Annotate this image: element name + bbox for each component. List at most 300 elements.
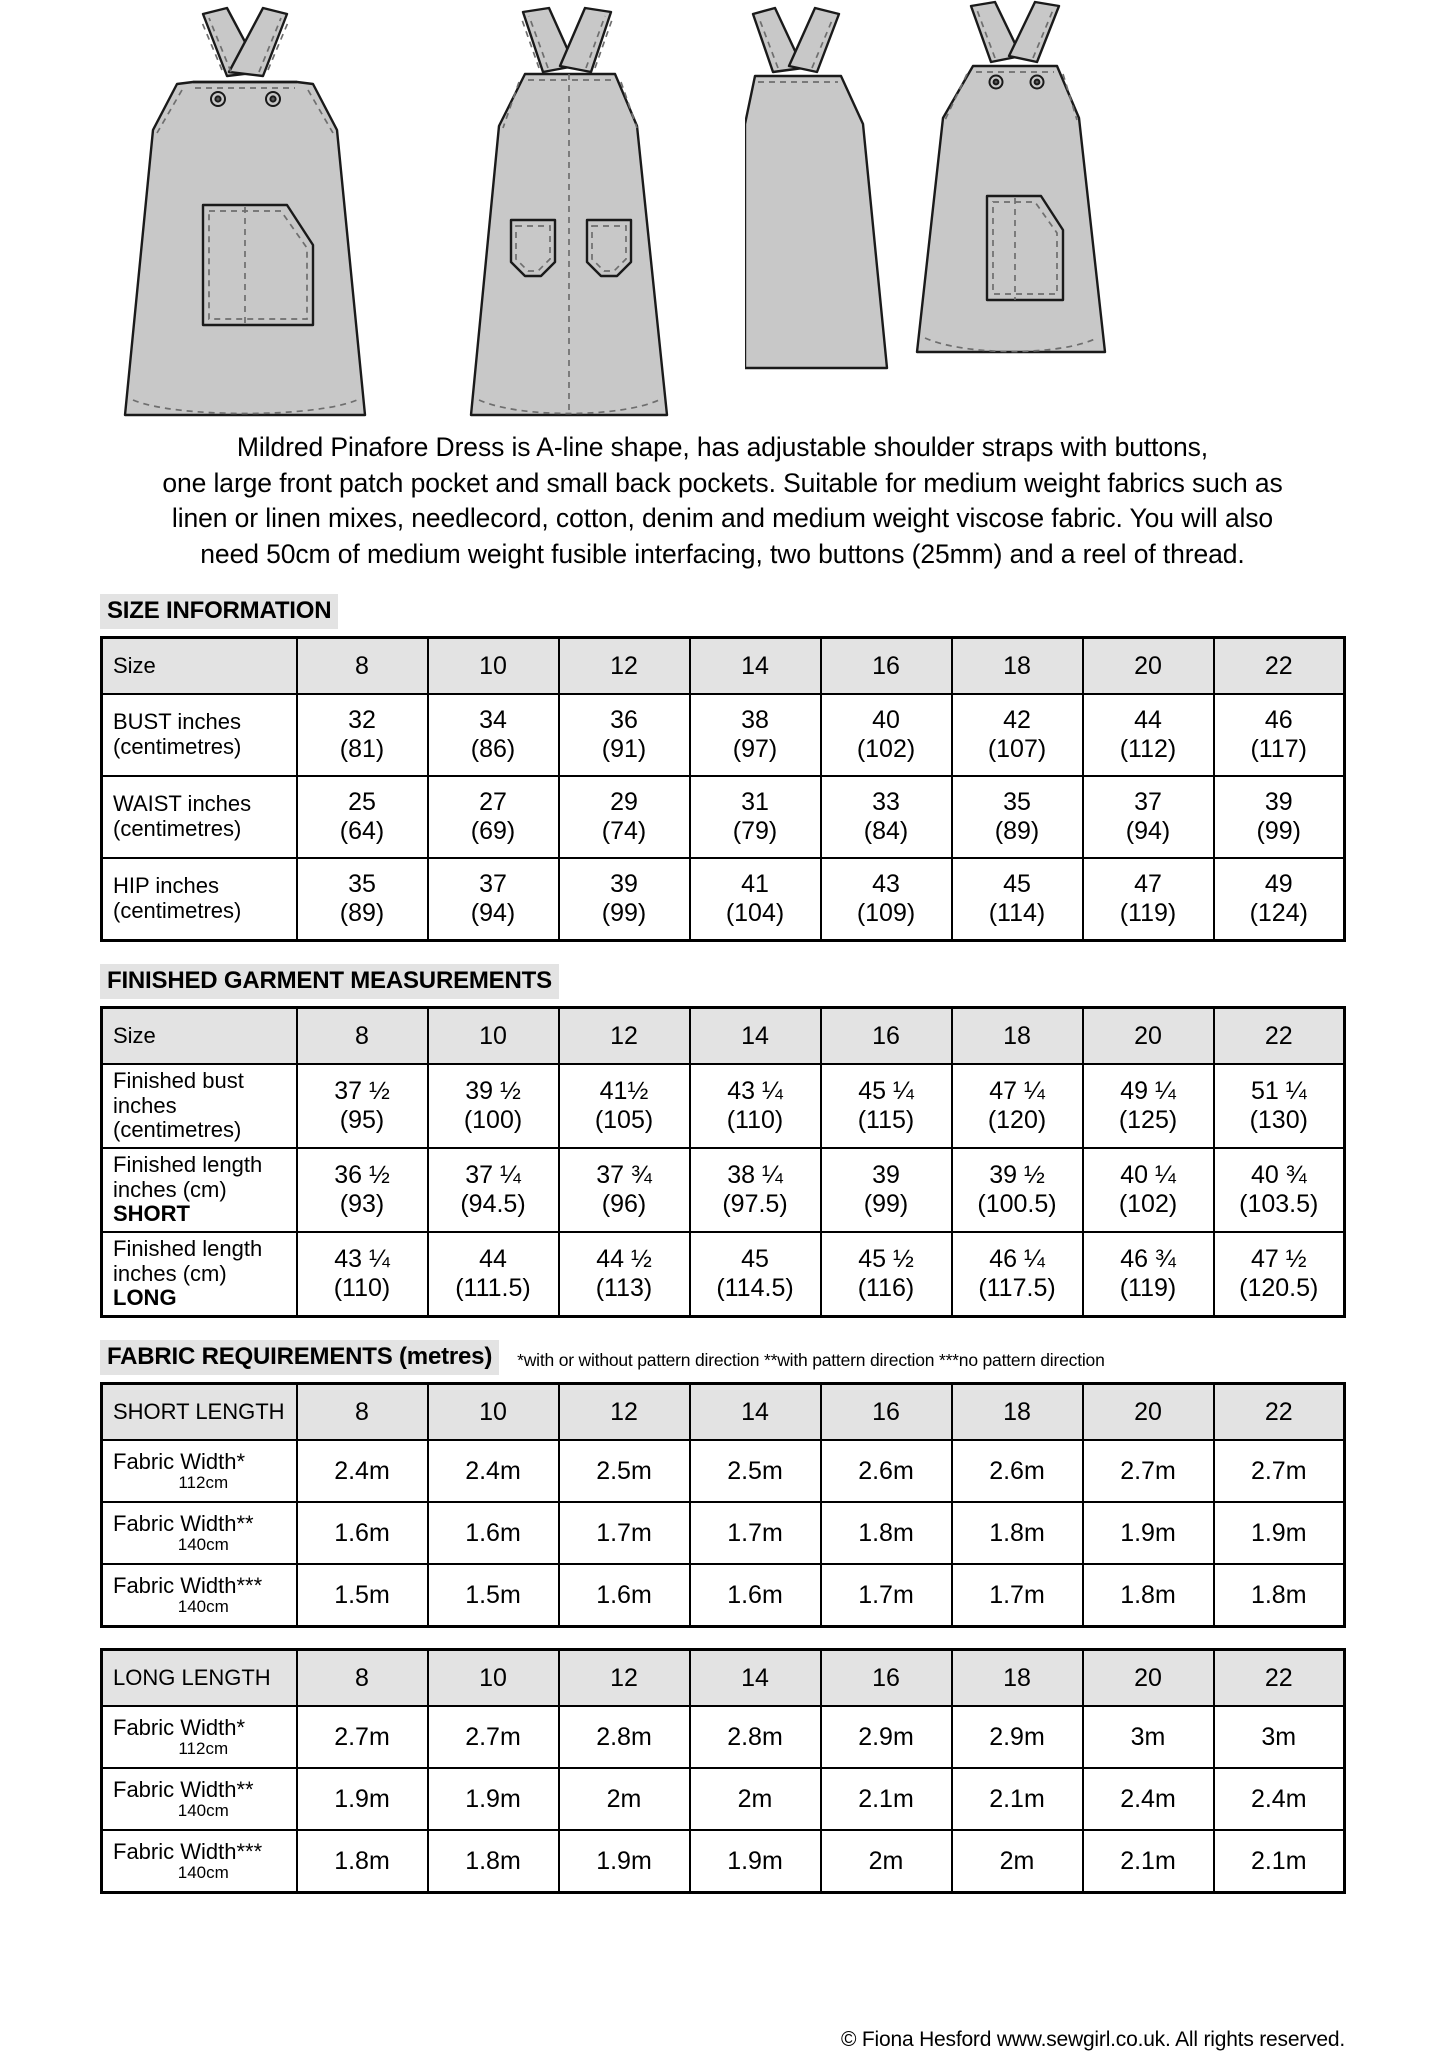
hip-in-14: 41 bbox=[741, 869, 769, 898]
sfw1-10: 2.4m bbox=[428, 1440, 559, 1502]
lfw2-22: 2.4m bbox=[1214, 1768, 1345, 1830]
waist-cm-12: (74) bbox=[601, 817, 647, 845]
fbust-cm-10: (100) bbox=[463, 1106, 523, 1134]
flshort-in-18: 39 ½ bbox=[989, 1160, 1045, 1189]
fb-label-line1: Finished bust bbox=[113, 1068, 244, 1094]
lfw3-8: 1.8m bbox=[297, 1830, 428, 1893]
bust-in-14: 38 bbox=[741, 705, 769, 734]
lfw1-16: 2.9m bbox=[821, 1706, 952, 1768]
fbust-cell-8 bbox=[297, 1064, 428, 1148]
fllong-cm-14: (114.5) bbox=[716, 1274, 794, 1302]
table-row bbox=[102, 1440, 1345, 1502]
table-row bbox=[102, 1148, 1345, 1232]
flshort-cell-22 bbox=[1214, 1148, 1345, 1232]
waist-in-22: 39 bbox=[1264, 787, 1293, 816]
hip-cell-20 bbox=[1083, 858, 1214, 941]
waist-cell-22 bbox=[1214, 776, 1345, 858]
waist-cell-12 bbox=[559, 776, 690, 858]
bust-in-10: 34 bbox=[479, 705, 507, 734]
waist-in-16: 33 bbox=[872, 787, 900, 816]
size-col-header: Size bbox=[102, 638, 297, 695]
fllong-cell-18 bbox=[952, 1232, 1083, 1317]
table-row bbox=[102, 694, 1345, 776]
lfw1-8: 2.7m bbox=[297, 1706, 428, 1768]
sfw1-12: 2.5m bbox=[559, 1440, 690, 1502]
finished-length-long-row-label bbox=[102, 1232, 297, 1317]
waist-in-8: 25 bbox=[348, 787, 376, 816]
waist-in-18: 35 bbox=[1003, 787, 1031, 816]
flshort-cm-8: (93) bbox=[339, 1190, 385, 1218]
lfw1-label: Fabric Width* bbox=[113, 1714, 246, 1740]
copyright-footer: © Fiona Hesford www.sewgirl.co.uk. All rights reserved. bbox=[841, 2028, 1345, 2051]
fs-size-header-18: 18 bbox=[952, 1384, 1083, 1441]
flshort-cell-8 bbox=[297, 1148, 428, 1232]
hip-cm-10: (94) bbox=[470, 899, 516, 927]
fll-label-line1: Finished length bbox=[113, 1236, 263, 1262]
lfw3-14: 1.9m bbox=[690, 1830, 821, 1893]
sfw1-20: 2.7m bbox=[1083, 1440, 1214, 1502]
fs-size-header-20: 20 bbox=[1083, 1384, 1214, 1441]
bust-cell-14 bbox=[690, 694, 821, 776]
size-header-16: 16 bbox=[821, 638, 952, 695]
fbust-cell-10 bbox=[428, 1064, 559, 1148]
size-header-18: 18 bbox=[952, 638, 1083, 695]
lfw3-10: 1.8m bbox=[428, 1830, 559, 1893]
lfw1-22: 3m bbox=[1214, 1706, 1345, 1768]
bust-cm-10: (86) bbox=[470, 735, 516, 763]
fs-size-header-22: 22 bbox=[1214, 1384, 1345, 1441]
bust-in-22: 46 bbox=[1264, 705, 1293, 734]
hip-in-12: 39 bbox=[610, 869, 638, 898]
fl-size-header-12: 12 bbox=[559, 1650, 690, 1707]
fllong-cm-12: (113) bbox=[595, 1274, 653, 1302]
sfw1-18: 2.6m bbox=[952, 1440, 1083, 1502]
fllong-in-20: 46 ¾ bbox=[1120, 1244, 1176, 1273]
lfw3-20: 2.1m bbox=[1083, 1830, 1214, 1893]
fbust-in-18: 47 ¼ bbox=[989, 1076, 1045, 1105]
fs-size-header-8: 8 bbox=[297, 1384, 428, 1441]
front-view-long-illustration bbox=[75, 0, 415, 420]
lfw1-sub: 112cm bbox=[178, 1739, 229, 1759]
finished-garment-heading: FINISHED GARMENT MEASUREMENTS bbox=[100, 964, 559, 999]
size-header-10: 10 bbox=[428, 638, 559, 695]
hip-in-10: 37 bbox=[479, 869, 507, 898]
hip-in-22: 49 bbox=[1264, 869, 1293, 898]
waist-cell-16 bbox=[821, 776, 952, 858]
size-header-8: 8 bbox=[297, 638, 428, 695]
fbust-cell-12 bbox=[559, 1064, 690, 1148]
waist-label-line2: (centimetres) bbox=[113, 816, 242, 841]
fll-label-line2: inches (cm) bbox=[113, 1260, 227, 1286]
size-header-14: 14 bbox=[690, 638, 821, 695]
lfw2-16: 2.1m bbox=[821, 1768, 952, 1830]
table-row bbox=[102, 1768, 1345, 1830]
table-row bbox=[102, 638, 1345, 695]
bust-row-label bbox=[102, 694, 297, 776]
fbust-cm-20: (125) bbox=[1118, 1106, 1178, 1134]
bust-cm-22: (117) bbox=[1250, 735, 1307, 763]
size-information-heading-row bbox=[0, 594, 1445, 629]
bust-cell-18 bbox=[952, 694, 1083, 776]
fbust-cell-22 bbox=[1214, 1064, 1345, 1148]
lfw2-18: 2.1m bbox=[952, 1768, 1083, 1830]
fbust-cell-16 bbox=[821, 1064, 952, 1148]
fs-size-header-14: 14 bbox=[690, 1384, 821, 1441]
flshort-cell-14 bbox=[690, 1148, 821, 1232]
sfw2-18: 1.8m bbox=[952, 1502, 1083, 1564]
fllong-in-8: 43 ¼ bbox=[334, 1244, 390, 1273]
flshort-cell-20 bbox=[1083, 1148, 1214, 1232]
finished-length-short-row-label bbox=[102, 1148, 297, 1232]
fllong-cell-12 bbox=[559, 1232, 690, 1317]
flshort-in-12: 37 ¾ bbox=[596, 1160, 652, 1189]
sfw1-sub: 112cm bbox=[178, 1473, 229, 1493]
flshort-in-14: 38 ¼ bbox=[727, 1160, 783, 1189]
bust-cm-16: (102) bbox=[856, 735, 916, 763]
waist-cm-10: (69) bbox=[470, 817, 516, 845]
fabric-requirements-heading: FABRIC REQUIREMENTS (metres) bbox=[100, 1340, 499, 1375]
fbust-in-22: 51 ¼ bbox=[1250, 1076, 1307, 1105]
fllong-cell-14 bbox=[690, 1232, 821, 1317]
lfw1-18: 2.9m bbox=[952, 1706, 1083, 1768]
sfw3-16: 1.7m bbox=[821, 1564, 952, 1627]
bust-in-8: 32 bbox=[348, 705, 376, 734]
flshort-in-16: 39 bbox=[872, 1160, 900, 1189]
fll-label-bold: LONG bbox=[113, 1285, 177, 1311]
waist-cell-8 bbox=[297, 776, 428, 858]
sfw2-12: 1.7m bbox=[559, 1502, 690, 1564]
sfw2-16: 1.8m bbox=[821, 1502, 952, 1564]
flshort-cm-14: (97.5) bbox=[722, 1190, 788, 1218]
sfw2-sub: 140cm bbox=[177, 1535, 229, 1555]
finished-bust-row-label bbox=[102, 1064, 297, 1148]
hip-cell-10 bbox=[428, 858, 559, 941]
table-row bbox=[102, 1650, 1345, 1707]
hip-row-label bbox=[102, 858, 297, 941]
lfw1-10: 2.7m bbox=[428, 1706, 559, 1768]
fbust-in-10: 39 ½ bbox=[465, 1076, 521, 1105]
fl-size-header-14: 14 bbox=[690, 1650, 821, 1707]
fabric-long-table bbox=[100, 1648, 1346, 1894]
sfw1-label: Fabric Width* bbox=[113, 1448, 246, 1474]
fllong-cell-10 bbox=[428, 1232, 559, 1317]
hip-in-16: 43 bbox=[872, 869, 900, 898]
fl-size-header-22: 22 bbox=[1214, 1650, 1345, 1707]
sfw2-14: 1.7m bbox=[690, 1502, 821, 1564]
flshort-in-10: 37 ¼ bbox=[465, 1160, 521, 1189]
bust-cell-22 bbox=[1214, 694, 1345, 776]
flshort-in-22: 40 ¾ bbox=[1250, 1160, 1307, 1189]
fabric-requirements-heading-row bbox=[0, 1340, 1445, 1375]
hip-in-8: 35 bbox=[348, 869, 376, 898]
bust-cell-12 bbox=[559, 694, 690, 776]
sfw1-8: 2.4m bbox=[297, 1440, 428, 1502]
flshort-cm-20: (102) bbox=[1118, 1190, 1178, 1218]
fg-size-header-22: 22 bbox=[1214, 1008, 1345, 1065]
fllong-cm-22: (120.5) bbox=[1239, 1274, 1319, 1302]
lfw2-sub: 140cm bbox=[177, 1801, 229, 1821]
lfw3-sub: 140cm bbox=[177, 1863, 229, 1883]
size-header-20: 20 bbox=[1083, 638, 1214, 695]
waist-row-label bbox=[102, 776, 297, 858]
fabric-long-table-wrap bbox=[0, 1648, 1445, 1894]
fg-size-header-16: 16 bbox=[821, 1008, 952, 1065]
fl-size-header-20: 20 bbox=[1083, 1650, 1214, 1707]
lfw2-10: 1.9m bbox=[428, 1768, 559, 1830]
long-fabric-width-2-label bbox=[102, 1768, 297, 1830]
flshort-cell-10 bbox=[428, 1148, 559, 1232]
waist-cm-8: (64) bbox=[339, 817, 385, 845]
long-fabric-width-3-label bbox=[102, 1830, 297, 1893]
description-line-2: one large front patch pocket and small back pockets. Suitable for medium weight fabrics such as bbox=[162, 467, 1283, 498]
sfw2-10: 1.6m bbox=[428, 1502, 559, 1564]
fllong-in-12: 44 ½ bbox=[596, 1244, 652, 1273]
fl-size-header-10: 10 bbox=[428, 1650, 559, 1707]
short-fabric-width-2-label bbox=[102, 1502, 297, 1564]
fls-label-line1: Finished length bbox=[113, 1152, 263, 1178]
fbust-cm-14: (110) bbox=[726, 1106, 784, 1134]
waist-in-12: 29 bbox=[610, 787, 638, 816]
fbust-cell-18 bbox=[952, 1064, 1083, 1148]
fbust-in-14: 43 ¼ bbox=[727, 1076, 783, 1105]
bust-cm-20: (112) bbox=[1119, 735, 1177, 763]
fbust-in-20: 49 ¼ bbox=[1120, 1076, 1176, 1105]
fllong-in-14: 45 bbox=[741, 1244, 769, 1273]
fllong-in-10: 44 bbox=[479, 1244, 507, 1273]
hip-cell-16 bbox=[821, 858, 952, 941]
fb-label-line3: (centimetres) bbox=[113, 1117, 242, 1143]
waist-cm-18: (89) bbox=[994, 817, 1040, 845]
table-row bbox=[102, 776, 1345, 858]
hip-cell-22 bbox=[1214, 858, 1345, 941]
description-line-1: Mildred Pinafore Dress is A-line shape, has adjustable shoulder straps with buttons, bbox=[236, 432, 1209, 462]
lfw2-14: 2m bbox=[690, 1768, 821, 1830]
bust-cell-16 bbox=[821, 694, 952, 776]
long-length-header: LONG LENGTH bbox=[102, 1650, 297, 1707]
sfw2-20: 1.9m bbox=[1083, 1502, 1214, 1564]
fbust-cm-16: (115) bbox=[857, 1106, 915, 1134]
description-line-4: need 50cm of medium weight fusible interfacing, two buttons (25mm) and a reel of thread. bbox=[200, 538, 1245, 569]
flshort-cm-10: (94.5) bbox=[460, 1190, 526, 1218]
lfw1-20: 3m bbox=[1083, 1706, 1214, 1768]
fabric-short-table bbox=[100, 1382, 1346, 1628]
hip-cell-18 bbox=[952, 858, 1083, 941]
sfw1-16: 2.6m bbox=[821, 1440, 952, 1502]
fs-size-header-10: 10 bbox=[428, 1384, 559, 1441]
fabric-requirements-note: *with or without pattern direction **with pattern direction ***no pattern direction bbox=[517, 1350, 1105, 1370]
size-information-table bbox=[100, 636, 1346, 942]
hip-cm-20: (119) bbox=[1119, 899, 1177, 927]
sfw1-22: 2.7m bbox=[1214, 1440, 1345, 1502]
flshort-cell-16 bbox=[821, 1148, 952, 1232]
sfw3-8: 1.5m bbox=[297, 1564, 428, 1627]
sfw2-8: 1.6m bbox=[297, 1502, 428, 1564]
table-row bbox=[102, 1232, 1345, 1317]
long-fabric-width-1-label bbox=[102, 1706, 297, 1768]
size-information-heading: SIZE INFORMATION bbox=[100, 594, 338, 629]
sfw3-18: 1.7m bbox=[952, 1564, 1083, 1627]
bust-in-12: 36 bbox=[610, 705, 638, 734]
hip-cell-12 bbox=[559, 858, 690, 941]
fs-size-header-12: 12 bbox=[559, 1384, 690, 1441]
lfw3-22: 2.1m bbox=[1214, 1830, 1345, 1893]
fg-size-col-header: Size bbox=[102, 1008, 297, 1065]
hip-label-line2: (centimetres) bbox=[113, 898, 242, 923]
table-row bbox=[102, 1064, 1345, 1148]
fllong-cell-16 bbox=[821, 1232, 952, 1317]
sfw2-22: 1.9m bbox=[1214, 1502, 1345, 1564]
lfw1-12: 2.8m bbox=[559, 1706, 690, 1768]
hip-cm-18: (114) bbox=[988, 899, 1046, 927]
fg-size-header-8: 8 bbox=[297, 1008, 428, 1065]
hip-cell-14 bbox=[690, 858, 821, 941]
lfw3-12: 1.9m bbox=[559, 1830, 690, 1893]
sfw3-12: 1.6m bbox=[559, 1564, 690, 1627]
lfw2-label: Fabric Width** bbox=[113, 1776, 254, 1802]
fllong-in-18: 46 ¼ bbox=[989, 1244, 1045, 1273]
fbust-cm-22: (130) bbox=[1249, 1106, 1308, 1134]
fllong-cm-18: (117.5) bbox=[978, 1274, 1056, 1302]
bust-in-16: 40 bbox=[872, 705, 900, 734]
description-line-3: linen or linen mixes, needlecord, cotton, denim and medium weight viscose fabric. You will also bbox=[171, 503, 1274, 533]
finished-garment-table bbox=[100, 1006, 1346, 1318]
table-row bbox=[102, 1008, 1345, 1065]
fllong-in-22: 47 ½ bbox=[1250, 1244, 1307, 1273]
fg-size-header-10: 10 bbox=[428, 1008, 559, 1065]
bust-in-20: 44 bbox=[1134, 705, 1162, 734]
fllong-in-16: 45 ½ bbox=[858, 1244, 914, 1273]
back-view-long-illustration bbox=[415, 0, 735, 420]
hip-cm-22: (124) bbox=[1249, 899, 1308, 927]
table-row bbox=[102, 1384, 1345, 1441]
bust-cell-8 bbox=[297, 694, 428, 776]
fllong-cell-22 bbox=[1214, 1232, 1345, 1317]
flshort-cm-22: (103.5) bbox=[1239, 1190, 1319, 1218]
bust-cm-8: (81) bbox=[339, 735, 385, 763]
fllong-cm-8: (110) bbox=[333, 1274, 391, 1302]
bust-label-line2: (centimetres) bbox=[113, 734, 242, 759]
bust-cell-20 bbox=[1083, 694, 1214, 776]
fg-size-header-18: 18 bbox=[952, 1008, 1083, 1065]
lfw3-16: 2m bbox=[821, 1830, 952, 1893]
waist-in-10: 27 bbox=[479, 787, 507, 816]
fbust-cm-12: (105) bbox=[594, 1106, 654, 1134]
fg-size-header-20: 20 bbox=[1083, 1008, 1214, 1065]
fb-label-line2: inches bbox=[113, 1092, 177, 1118]
flshort-in-8: 36 ½ bbox=[334, 1160, 390, 1189]
fg-size-header-12: 12 bbox=[559, 1008, 690, 1065]
waist-in-14: 31 bbox=[741, 787, 769, 816]
fbust-cm-8: (95) bbox=[339, 1106, 385, 1134]
waist-cell-10 bbox=[428, 776, 559, 858]
fl-size-header-18: 18 bbox=[952, 1650, 1083, 1707]
fllong-cm-16: (116) bbox=[857, 1274, 915, 1302]
table-row bbox=[102, 1502, 1345, 1564]
finished-garment-table-wrap bbox=[0, 1006, 1445, 1318]
lfw2-8: 1.9m bbox=[297, 1768, 428, 1830]
size-header-12: 12 bbox=[559, 638, 690, 695]
fbust-cm-18: (120) bbox=[987, 1106, 1047, 1134]
fl-size-header-16: 16 bbox=[821, 1650, 952, 1707]
bust-in-18: 42 bbox=[1003, 705, 1031, 734]
sfw3-10: 1.5m bbox=[428, 1564, 559, 1627]
fbust-cell-20 bbox=[1083, 1064, 1214, 1148]
bust-label-line1: BUST inches bbox=[113, 709, 241, 735]
hip-in-18: 45 bbox=[1003, 869, 1031, 898]
table-row bbox=[102, 1706, 1345, 1768]
short-fabric-width-1-label bbox=[102, 1440, 297, 1502]
fl-size-header-8: 8 bbox=[297, 1650, 428, 1707]
fllong-cm-10: (111.5) bbox=[455, 1274, 531, 1302]
sfw3-14: 1.6m bbox=[690, 1564, 821, 1627]
lfw2-20: 2.4m bbox=[1083, 1768, 1214, 1830]
front-view-short-illustration bbox=[745, 0, 1145, 420]
sfw3-label: Fabric Width*** bbox=[113, 1572, 263, 1598]
waist-cell-20 bbox=[1083, 776, 1214, 858]
hip-cm-16: (109) bbox=[856, 899, 916, 927]
hip-in-20: 47 bbox=[1134, 869, 1162, 898]
hip-cm-12: (99) bbox=[601, 899, 647, 927]
pattern-description bbox=[0, 420, 1445, 572]
fbust-in-16: 45 ¼ bbox=[858, 1076, 914, 1105]
short-fabric-width-3-label bbox=[102, 1564, 297, 1627]
fls-label-line2: inches (cm) bbox=[113, 1176, 227, 1202]
fbust-cell-14 bbox=[690, 1064, 821, 1148]
waist-label-line1: WAIST inches bbox=[113, 791, 252, 817]
lfw1-14: 2.8m bbox=[690, 1706, 821, 1768]
sfw3-20: 1.8m bbox=[1083, 1564, 1214, 1627]
table-row bbox=[102, 1830, 1345, 1893]
size-information-table-wrap bbox=[0, 636, 1445, 942]
bust-cell-10 bbox=[428, 694, 559, 776]
hip-cm-14: (104) bbox=[725, 899, 785, 927]
table-gap bbox=[0, 1628, 1445, 1648]
size-header-22: 22 bbox=[1214, 638, 1345, 695]
table-row bbox=[102, 858, 1345, 941]
waist-cell-14 bbox=[690, 776, 821, 858]
hip-cell-8 bbox=[297, 858, 428, 941]
fabric-short-table-wrap bbox=[0, 1382, 1445, 1628]
technical-drawings bbox=[0, 0, 1445, 420]
hip-label-line1: HIP inches bbox=[113, 873, 219, 899]
lfw3-18: 2m bbox=[952, 1830, 1083, 1893]
sfw1-14: 2.5m bbox=[690, 1440, 821, 1502]
fllong-cm-20: (119) bbox=[1119, 1274, 1177, 1302]
sfw3-sub: 140cm bbox=[177, 1597, 229, 1617]
sfw2-label: Fabric Width** bbox=[113, 1510, 254, 1536]
bust-cm-12: (91) bbox=[601, 735, 647, 763]
fbust-in-8: 37 ½ bbox=[334, 1076, 390, 1105]
waist-cm-16: (84) bbox=[863, 817, 909, 845]
sfw3-22: 1.8m bbox=[1214, 1564, 1345, 1627]
fllong-cell-8 bbox=[297, 1232, 428, 1317]
fls-label-bold: SHORT bbox=[113, 1201, 190, 1227]
flshort-cm-12: (96) bbox=[601, 1190, 647, 1218]
bust-cm-14: (97) bbox=[732, 735, 778, 763]
lfw2-12: 2m bbox=[559, 1768, 690, 1830]
fg-size-header-14: 14 bbox=[690, 1008, 821, 1065]
fllong-cell-20 bbox=[1083, 1232, 1214, 1317]
lfw3-label: Fabric Width*** bbox=[113, 1838, 263, 1864]
flshort-in-20: 40 ¼ bbox=[1120, 1160, 1176, 1189]
table-row bbox=[102, 1564, 1345, 1627]
flshort-cm-16: (99) bbox=[863, 1190, 909, 1218]
waist-in-20: 37 bbox=[1134, 787, 1162, 816]
flshort-cm-18: (100.5) bbox=[977, 1190, 1057, 1218]
fs-size-header-16: 16 bbox=[821, 1384, 952, 1441]
waist-cm-22: (99) bbox=[1256, 817, 1301, 845]
finished-garment-heading-row bbox=[0, 964, 1445, 999]
